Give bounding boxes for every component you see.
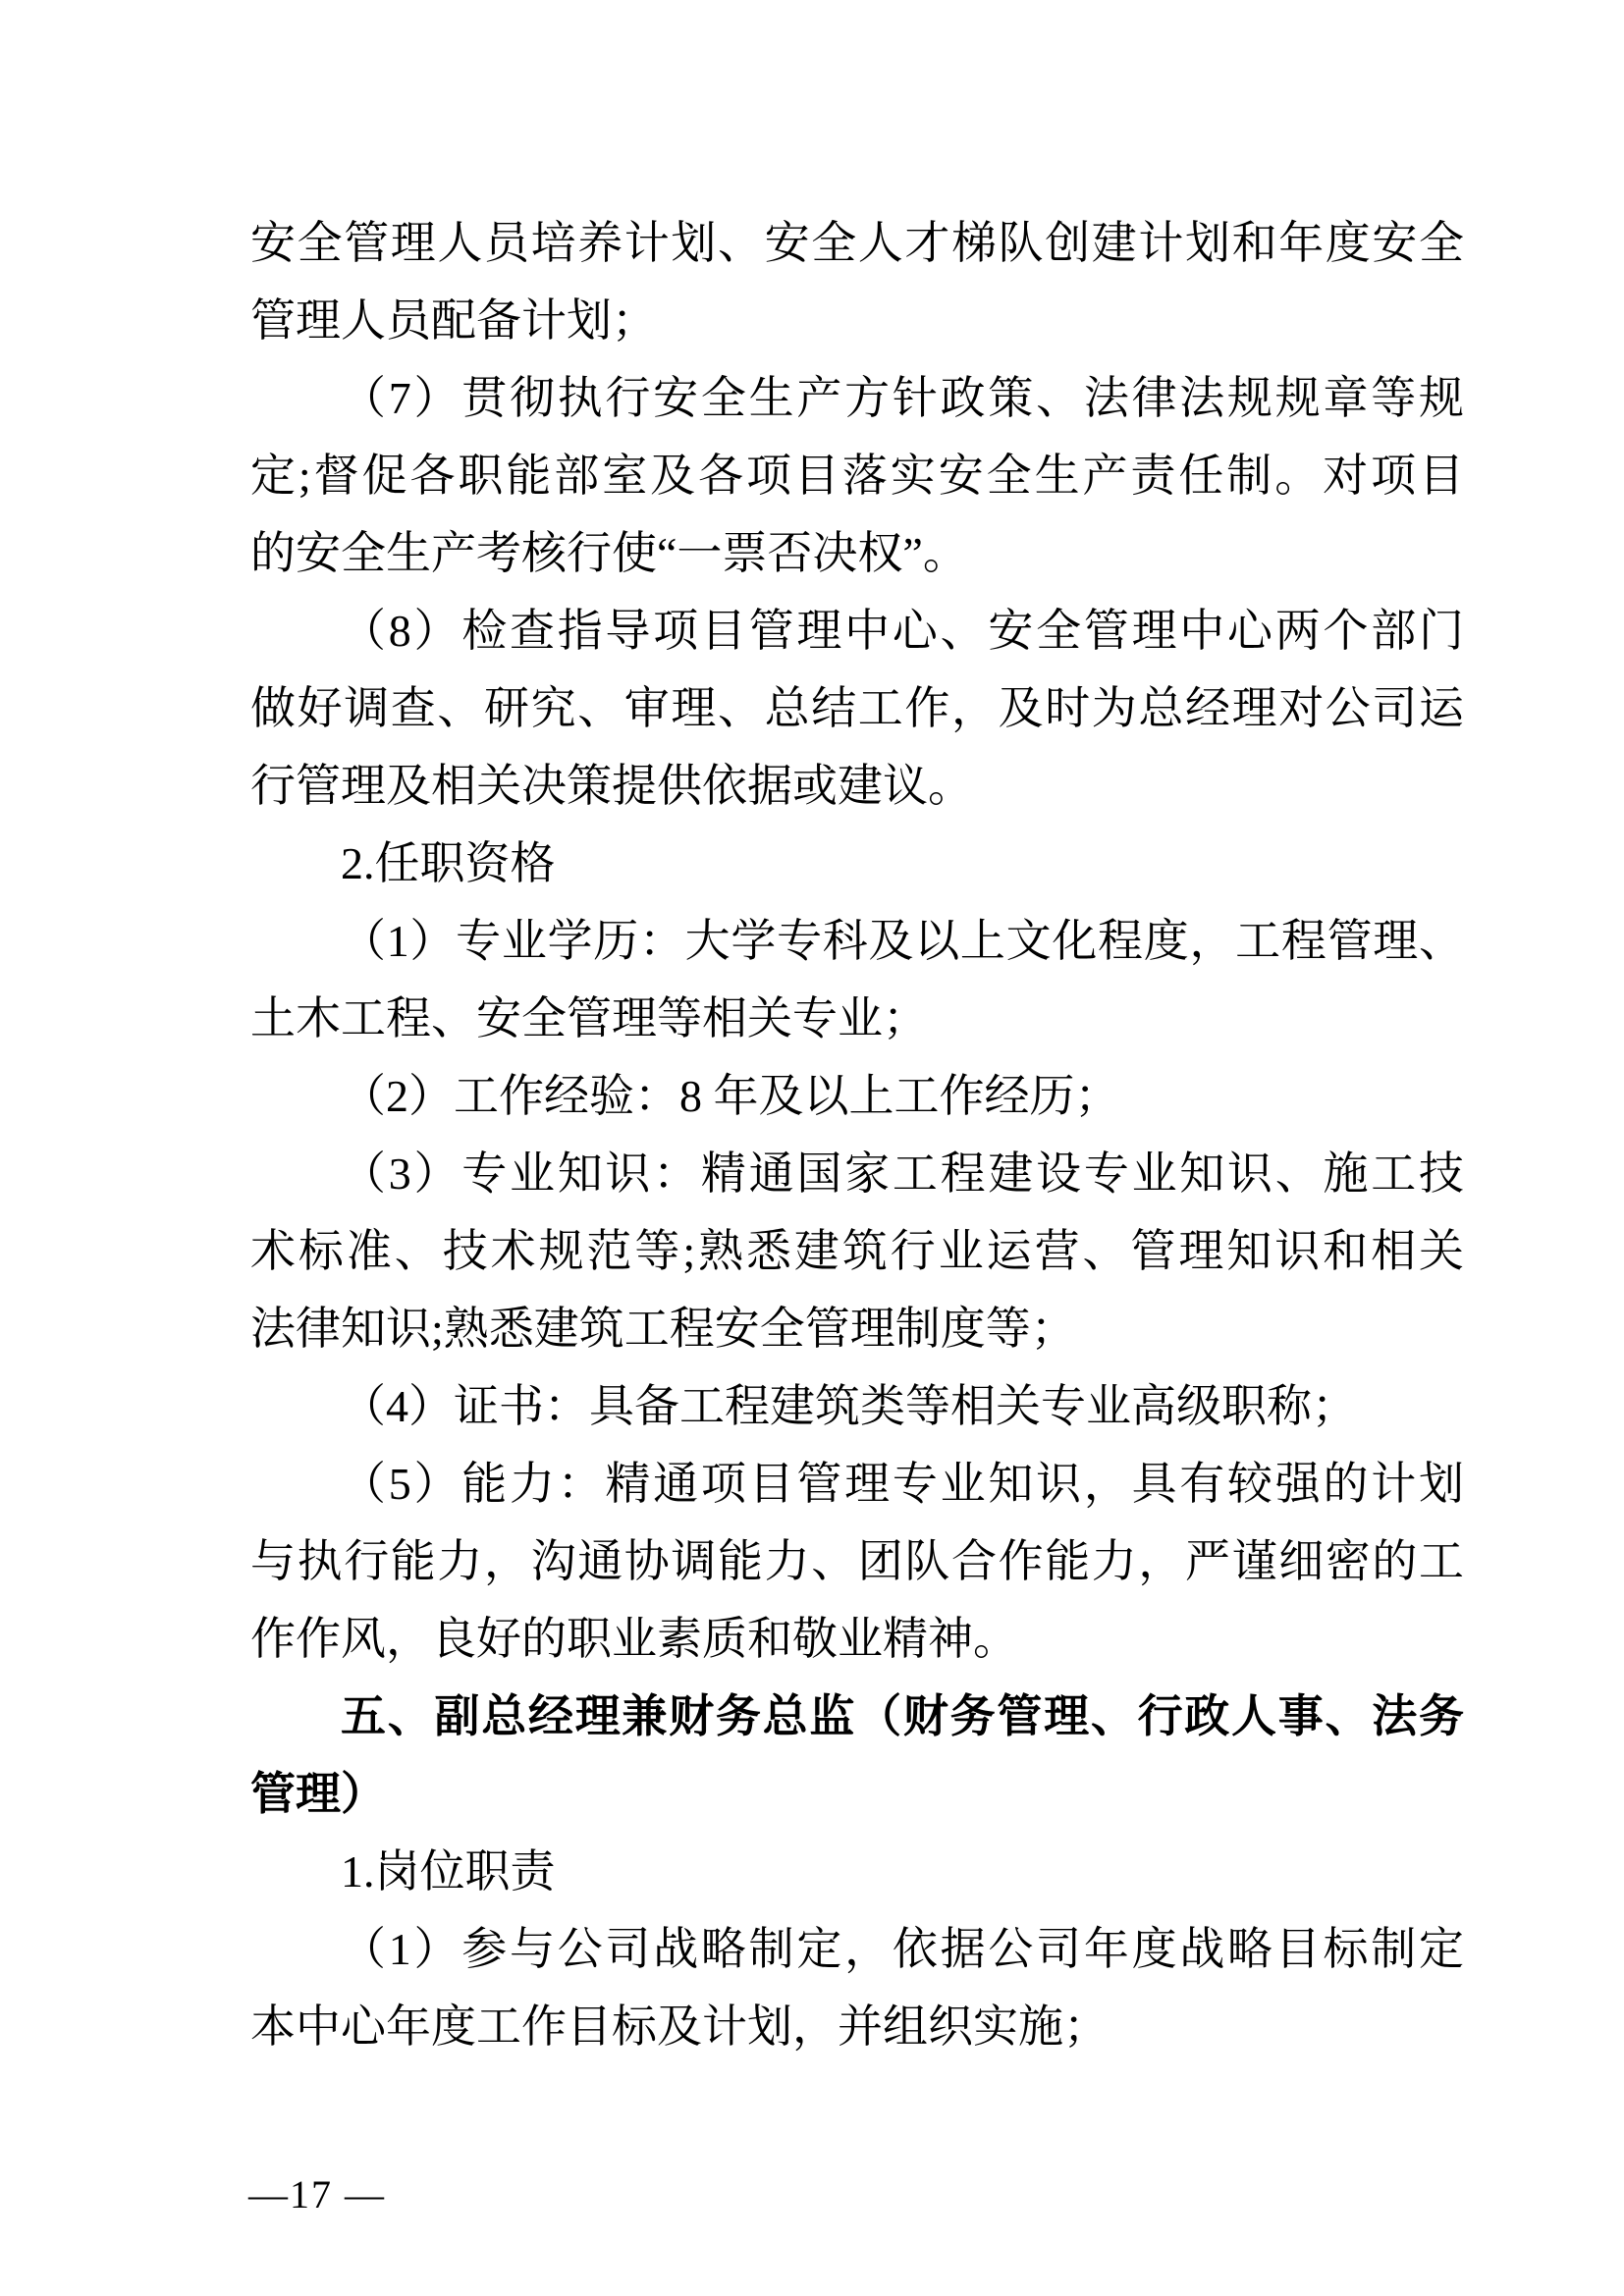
section-heading-line: 管理） bbox=[250, 1768, 386, 1819]
body-line: （5）能力：精通项目管理专业知识，具有较强的计划 bbox=[341, 1459, 1464, 1509]
body-line: 作作风，良好的职业素质和敬业精神。 bbox=[250, 1614, 1018, 1664]
page-number: —17 — bbox=[248, 2172, 386, 2216]
document-text-block bbox=[250, 204, 1464, 2065]
body-line: 的安全生产考核行使“一票否决权”。 bbox=[250, 528, 968, 578]
body-line: 本中心年度工作目标及计划，并组织实施； bbox=[250, 2002, 1109, 2052]
body-line: 安全管理人员培养计划、安全人才梯队创建计划和年度安全 bbox=[250, 218, 1464, 268]
body-line: （1）专业学历：大学专科及以上文化程度，工程管理、 bbox=[341, 916, 1464, 966]
body-line: （2）工作经验：8 年及以上工作经历； bbox=[341, 1071, 1120, 1121]
body-line: 定;督促各职能部室及各项目落实安全生产责任制。对项目 bbox=[250, 451, 1464, 501]
body-line: 法律知识;熟悉建筑工程安全管理制度等； bbox=[250, 1304, 1076, 1354]
body-line: 与执行能力，沟通协调能力、团队合作能力，严谨细密的工 bbox=[250, 1536, 1464, 1586]
body-line: （1）参与公司战略制定，依据公司年度战略目标制定 bbox=[341, 1924, 1464, 1974]
body-line: （8）检查指导项目管理中心、安全管理中心两个部门 bbox=[341, 606, 1464, 656]
body-line: 术标准、技术规范等;熟悉建筑行业运营、管理知识和相关 bbox=[250, 1226, 1464, 1276]
body-line: 行管理及相关决策提供依据或建议。 bbox=[250, 761, 973, 811]
body-line: （3）专业知识：精通国家工程建设专业知识、施工技 bbox=[341, 1148, 1464, 1199]
body-line: 管理人员配备计划； bbox=[250, 295, 657, 346]
body-line: （4）证书：具备工程建筑类等相关专业高级职称； bbox=[341, 1381, 1357, 1431]
body-line: （7）贯彻执行安全生产方针政策、法律法规规章等规 bbox=[341, 373, 1464, 423]
body-line: 做好调查、研究、审理、总结工作，及时为总经理对公司运 bbox=[250, 683, 1464, 733]
subheading-line: 2.任职资格 bbox=[341, 838, 556, 888]
body-line: 土木工程、安全管理等相关专业； bbox=[250, 993, 928, 1043]
subheading-line: 1.岗位职责 bbox=[341, 1846, 556, 1896]
section-heading-line: 五、副总经理兼财务总监（财务管理、行政人事、法务 bbox=[341, 1690, 1464, 1741]
